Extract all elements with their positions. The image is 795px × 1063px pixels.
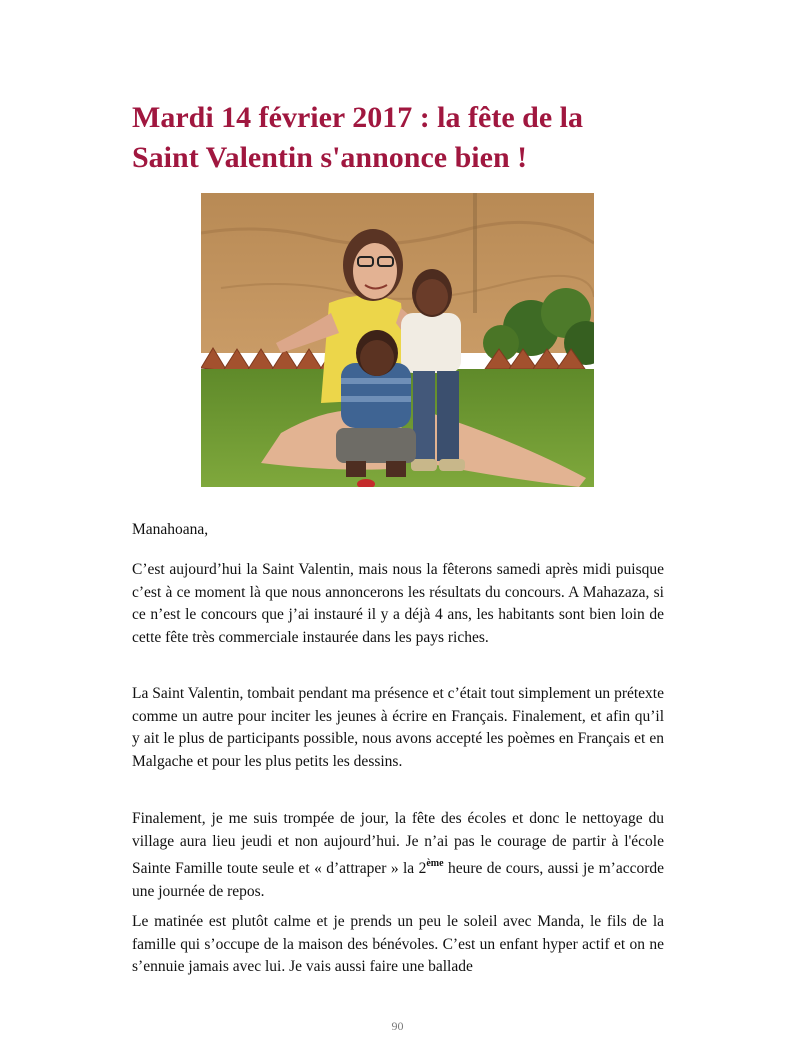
paragraph-3-text-end: heure de cours, aussi je m’accorde une journée de repos. (132, 860, 665, 900)
ordinal-superscript: ème (426, 858, 444, 869)
page-number: 90 (391, 1019, 404, 1033)
photo-woman-with-children (201, 193, 594, 487)
paragraph-1: C’est aujourd’hui la Saint Valentin, mais nous la fêterons samedi après midi puisque c’est à ce moment là que nous annoncerons les résultats du concours. A Mahazaza, si ce n’est le concours que j’ai instauré il y a déjà 4 ans, les habitants sont bien loin de cette fête très commerciale instaurée dans les pays riches. (132, 561, 664, 646)
title-line-1: Mardi 14 février 2017 : la fête de la (132, 101, 583, 134)
paragraph-3 (132, 808, 664, 903)
paragraph-3-text-start: Finalement, je me suis trompée de jour, la fête des écoles et donc le nettoyage du village aura lieu jeudi et non aujourd’hui. Je n’ai pas le courage de partir à l'école Sainte Famille toute seule et « d’attraper » la 2 (132, 810, 664, 877)
paragraph-4: Le matinée est plutôt calme et je prends un peu le soleil avec Manda, le fils de la famille qui s’occupe de la maison des bénévoles. C’est un enfant hyper actif et on ne s’ennuie jamais avec lui. Je vais aussi faire une ballade (132, 913, 664, 975)
paragraph-2: La Saint Valentin, tombait pendant ma présence et c’était tout simplement un prétexte comme un autre pour inciter les jeunes à écrire en Français. Finalement, et afin qu’il y ait le plus de participants possible, nous avons accepté les poèmes en Français et en Malgache et pour les plus petits les dessins. (132, 685, 664, 770)
page-title (132, 98, 692, 178)
greeting: Manahoana, (132, 521, 209, 538)
title-line-2: Saint Valentin s'annonce bien ! (132, 141, 528, 174)
